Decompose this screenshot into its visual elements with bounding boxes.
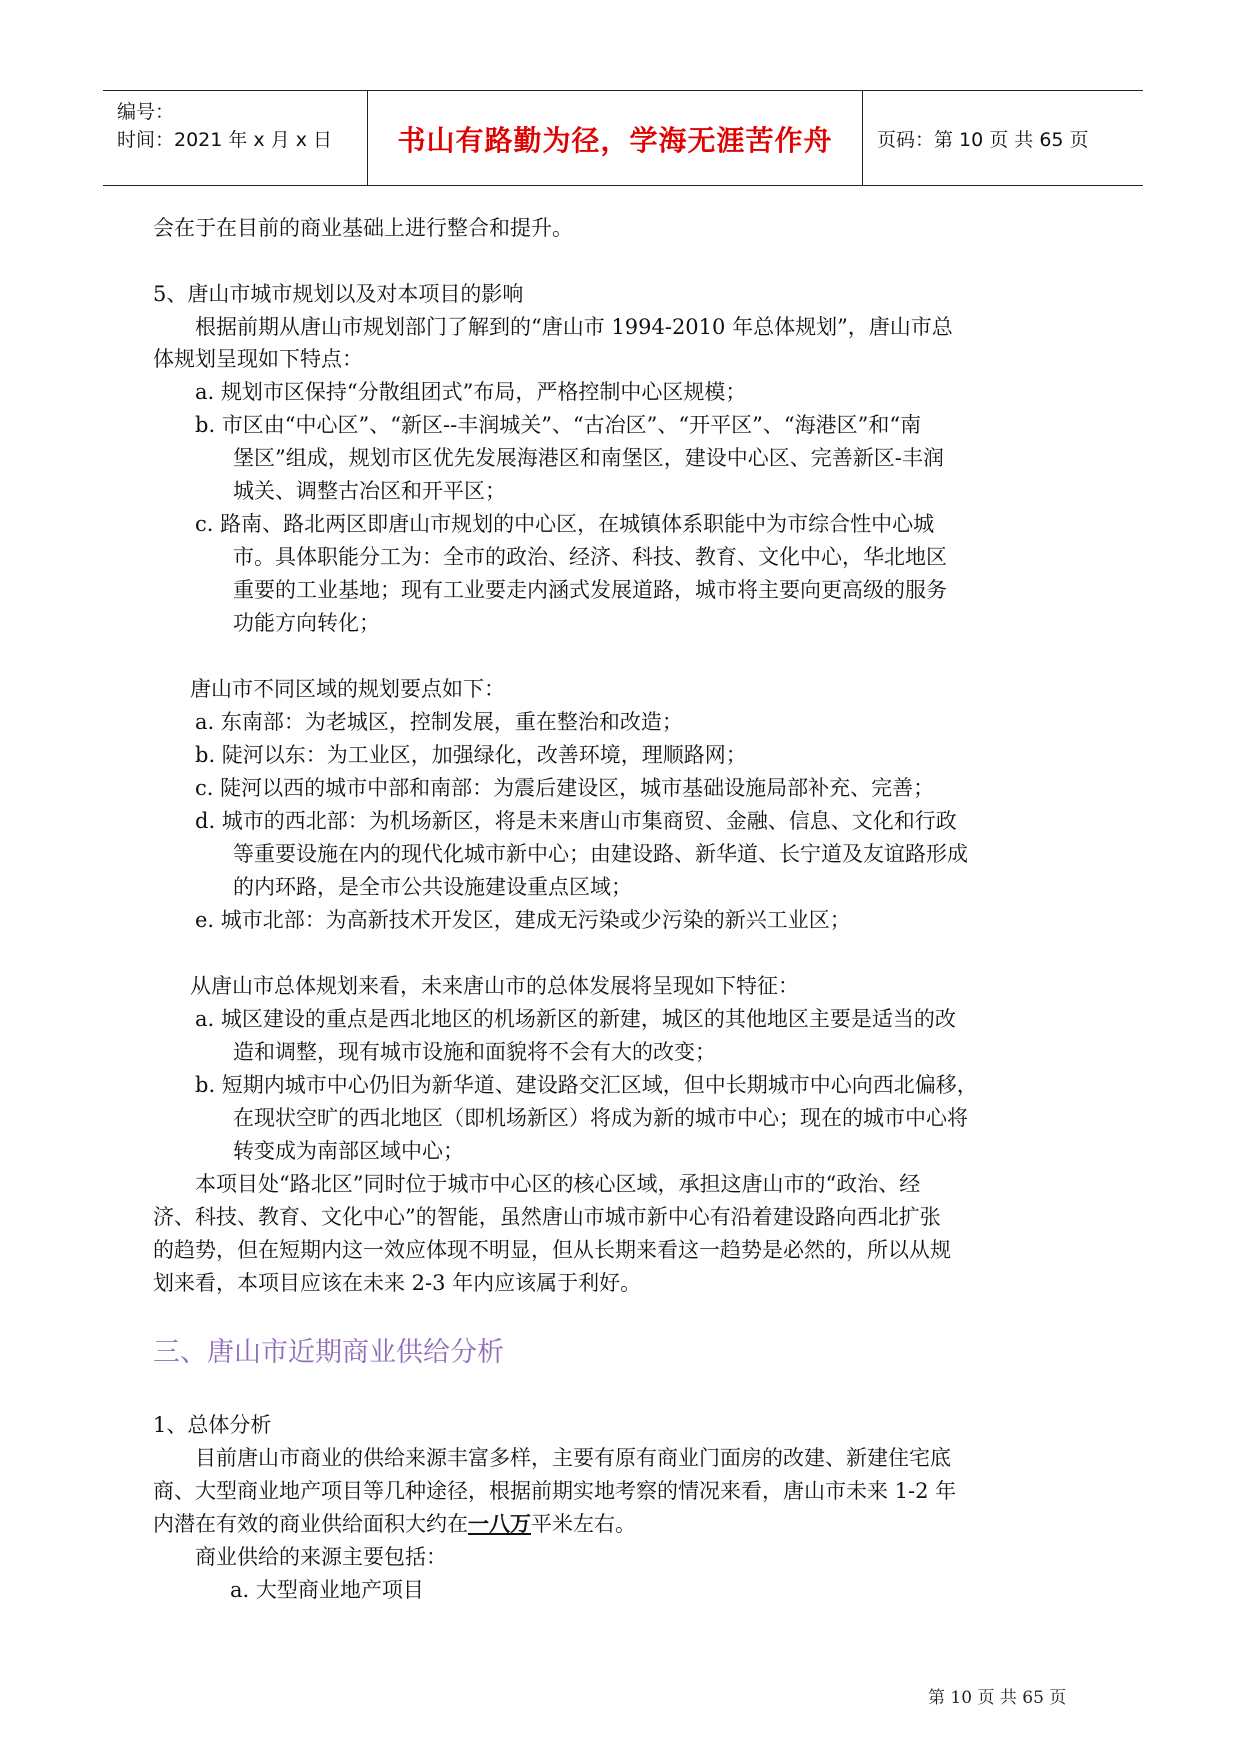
paragraph-line: 目前唐山市商业的供给来源丰富多样，主要有原有商业门面房的改建、新建住宅底 xyxy=(195,1446,951,1470)
paragraph-line: 从唐山市总体规划来看，未来唐山市的总体发展将呈现如下特征： xyxy=(190,974,799,998)
header-motto: 书山有路勤为径，学海无涯苦作舟 xyxy=(397,124,833,157)
list-item: a. 城区建设的重点是西北地区的机场新区的新建，城区的其他地区主要是适当的改 xyxy=(195,1007,956,1031)
supply-amount: 一八万 xyxy=(468,1511,531,1536)
list-item: c. 路南、路北两区即唐山市规划的中心区，在城镇体系职能中为市综合性中心城 xyxy=(195,512,935,536)
list-item-continuation: 的内环路，是全市公共设施建设重点区域； xyxy=(233,875,632,899)
document-time: 时间：2021 年 x 月 x 日 xyxy=(117,129,333,151)
list-item-continuation: 重要的工业基地；现有工业要走内涵式发展道路，城市将主要向更高级的服务 xyxy=(233,578,947,602)
list-item: a. 大型商业地产项目 xyxy=(230,1578,424,1602)
paragraph-line: 济、科技、教育、文化中心”的智能，虽然唐山市城市新中心有沿着建设路向西北扩张 xyxy=(153,1205,941,1229)
paragraph-line: 会在于在目前的商业基础上进行整合和提升。 xyxy=(153,216,573,240)
paragraph-line: 体规划呈现如下特点： xyxy=(153,347,363,371)
list-item-continuation: 城关、调整古冶区和开平区； xyxy=(233,479,506,503)
list-item-continuation: 在现状空旷的西北地区（即机场新区）将成为新的城市中心；现在的城市中心将 xyxy=(233,1106,968,1130)
subheading-urban-planning: 5、唐山市城市规划以及对本项目的影响 xyxy=(153,282,524,306)
supply-suffix: 平米左右。 xyxy=(531,1512,636,1536)
list-item: d. 城市的西北部：为机场新区，将是未来唐山市集商贸、金融、信息、文化和行政 xyxy=(195,809,957,833)
list-item-continuation: 市。具体职能分工为：全市的政治、经济、科技、教育、文化中心，华北地区 xyxy=(233,545,947,569)
list-item-continuation: 等重要设施在内的现代化城市新中心；由建设路、新华道、长宁道及友谊路形成 xyxy=(233,842,968,866)
list-item: e. 城市北部：为高新技术开发区，建成无污染或少污染的新兴工业区； xyxy=(195,908,851,932)
paragraph-line: 根据前期从唐山市规划部门了解到的“唐山市 1994-2010 年总体规划”，唐山市总 xyxy=(195,315,953,339)
section-heading: 三、唐山市近期商业供给分析 xyxy=(153,1337,504,1368)
list-item: b. 陡河以东：为工业区，加强绿化，改善环境，理顺路网； xyxy=(195,743,747,767)
list-item-continuation: 转变成为南部区域中心； xyxy=(233,1139,464,1163)
supply-prefix: 内潜在有效的商业供给面积大约在 xyxy=(153,1512,468,1536)
list-item: a. 东南部：为老城区，控制发展，重在整治和改造； xyxy=(195,710,683,734)
subheading-overall-analysis: 1、总体分析 xyxy=(153,1413,272,1437)
list-item: a. 规划市区保持“分散组团式”布局，严格控制中心区规模； xyxy=(195,380,747,404)
list-item-continuation: 造和调整，现有城市设施和面貌将不会有大的改变； xyxy=(233,1040,716,1064)
paragraph-line-supply xyxy=(153,1508,636,1540)
header-meta-cell xyxy=(103,91,368,185)
paragraph-line: 唐山市不同区域的规划要点如下： xyxy=(190,677,505,701)
list-item-continuation: 功能方向转化； xyxy=(233,611,380,635)
list-item-continuation: 堡区”组成，规划市区优先发展海港区和南堡区，建设中心区、完善新区-丰润 xyxy=(233,446,944,470)
header-page-cell xyxy=(863,91,1143,185)
document-code: 编号： xyxy=(117,101,175,123)
header-motto-cell xyxy=(368,91,863,185)
paragraph-line: 商业供给的来源主要包括： xyxy=(195,1545,447,1569)
list-item: b. 短期内城市中心仍旧为新华道、建设路交汇区域，但中长期城市中心向西北偏移， xyxy=(195,1073,978,1097)
paragraph-line: 商、大型商业地产项目等几种途径，根据前期实地考察的情况来看，唐山市未来 1-2 年 xyxy=(153,1479,957,1503)
header-page-number: 页码：第 10 页 共 65 页 xyxy=(877,129,1089,151)
list-item: b. 市区由“中心区”、“新区--丰润城关”、“古冶区”、“开平区”、“海港区”和“南 xyxy=(195,413,922,437)
list-item: c. 陡河以西的城市中部和南部：为震后建设区，城市基础设施局部补充、完善； xyxy=(195,776,935,800)
paragraph-line: 的趋势，但在短期内这一效应体现不明显，但从长期来看这一趋势是必然的，所以从规 xyxy=(153,1238,951,1262)
page-footer: 第 10 页 共 65 页 xyxy=(928,1688,1067,1708)
page-header xyxy=(103,90,1143,186)
paragraph-line: 划来看，本项目应该在未来 2-3 年内应该属于利好。 xyxy=(153,1271,642,1295)
paragraph-line: 本项目处“路北区”同时位于城市中心区的核心区域，承担这唐山市的“政治、经 xyxy=(195,1172,921,1196)
